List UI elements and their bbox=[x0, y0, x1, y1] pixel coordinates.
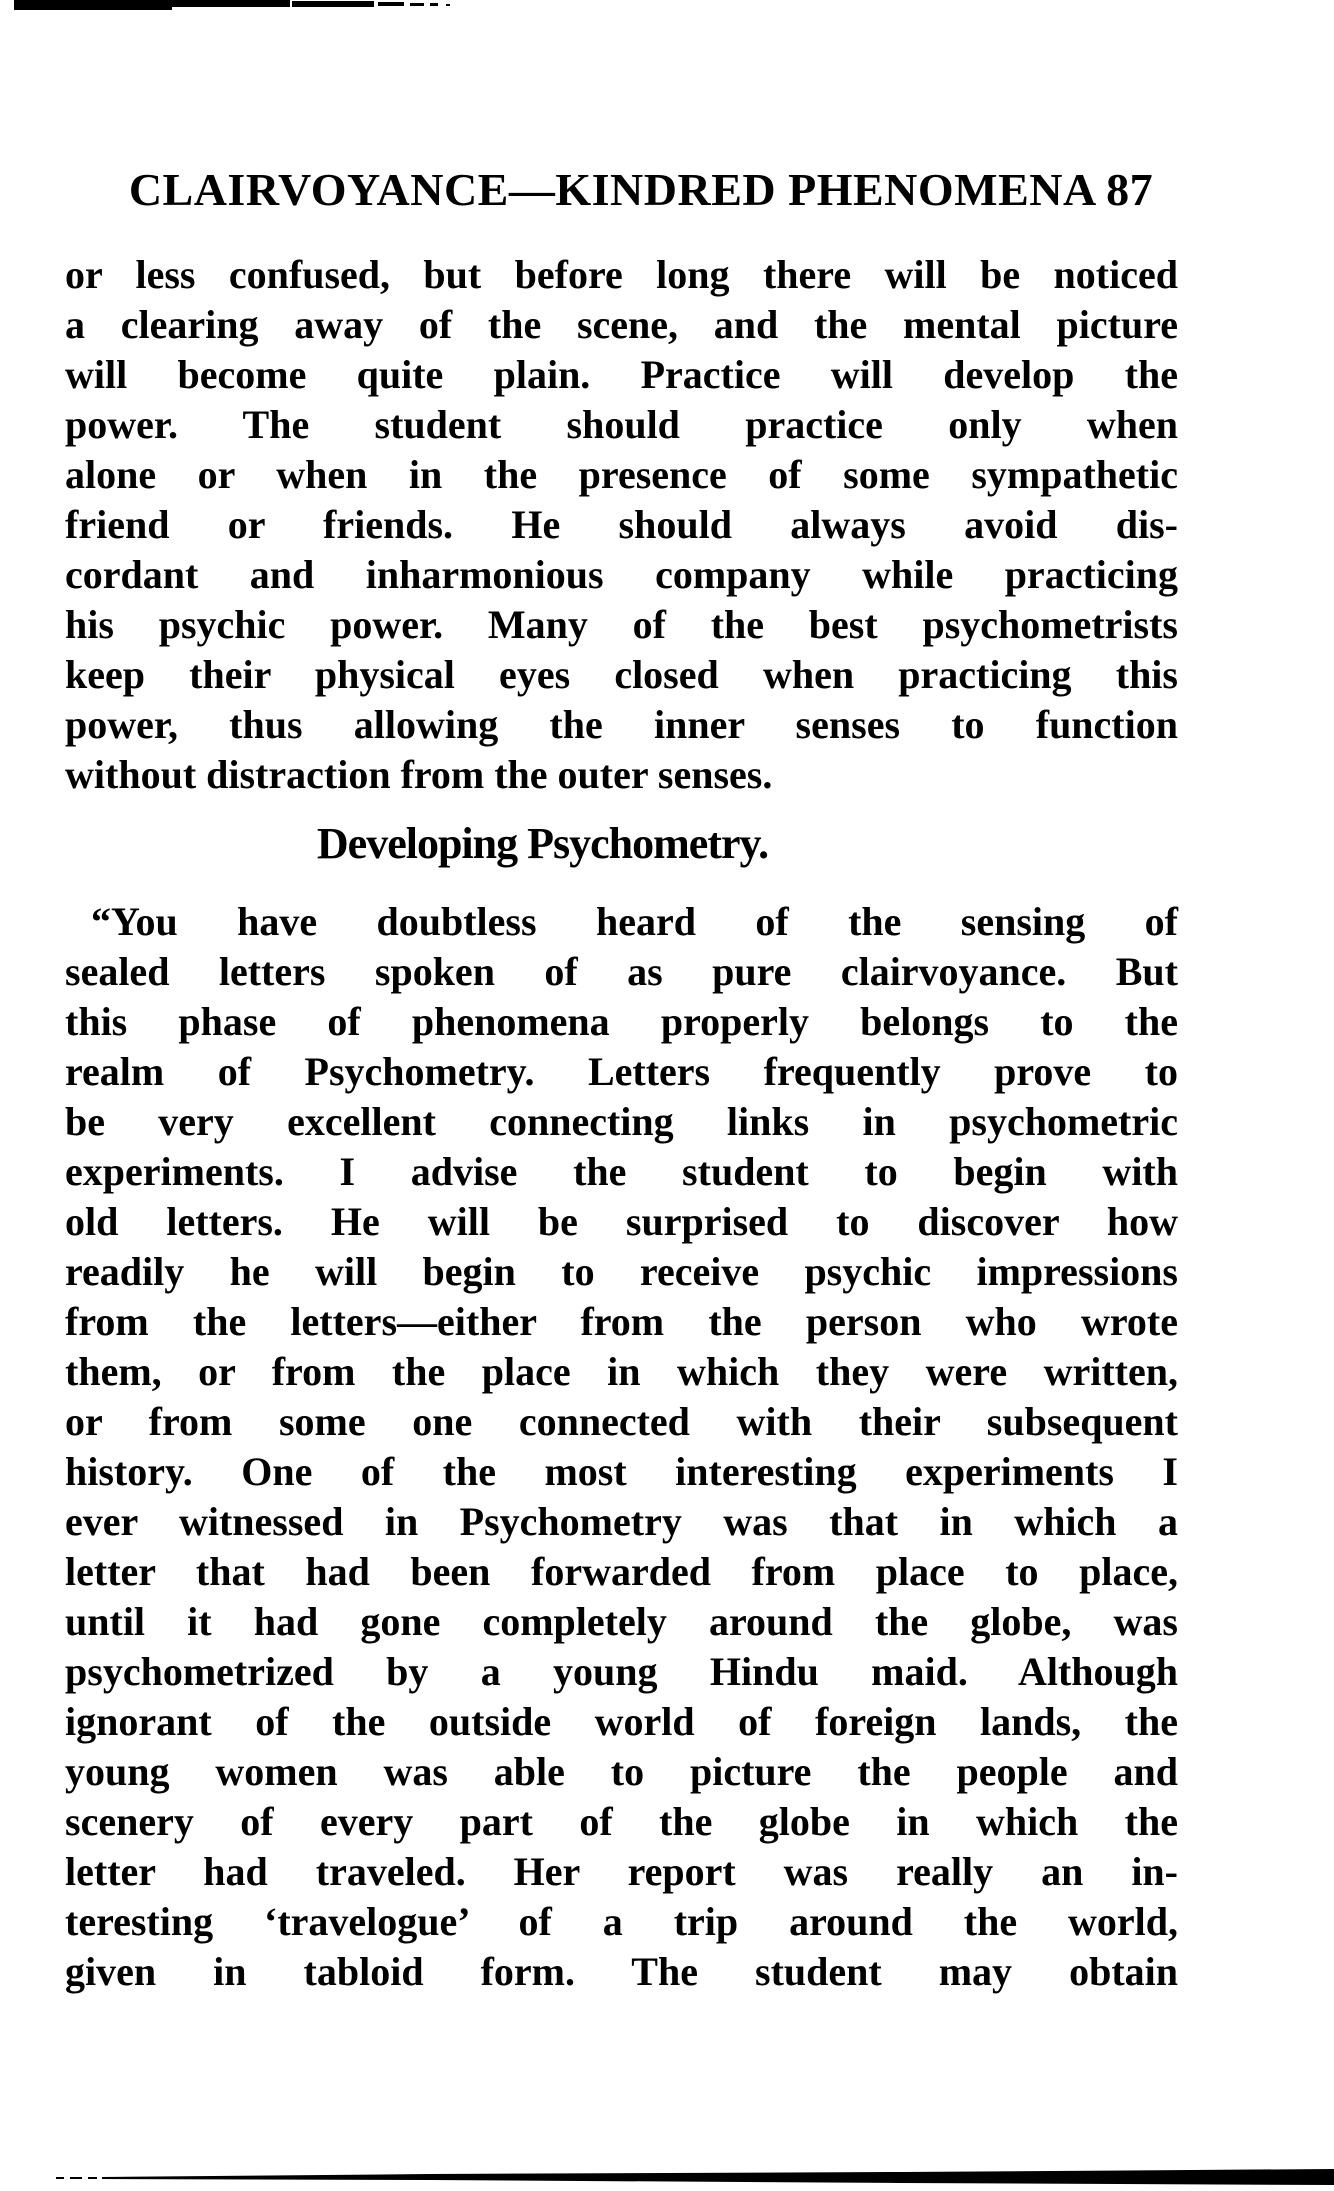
text-line: scenery of every part of the globe in which the bbox=[65, 1799, 1178, 1844]
text-line: experiments. I advise the student to begin with bbox=[65, 1149, 1178, 1194]
text-line: or from some one connected with their subsequent bbox=[65, 1399, 1178, 1444]
text-line: from the letters—either from the person who wrote bbox=[65, 1299, 1178, 1344]
text-line: psychometrized by a young Hindu maid. Although bbox=[65, 1649, 1178, 1694]
text-line: this phase of phenomena properly belongs to the bbox=[65, 999, 1178, 1044]
text-line: given in tabloid form. The student may obtain bbox=[65, 1949, 1178, 1994]
section-heading: Developing Psychometry. bbox=[316, 819, 769, 868]
text-line: old letters. He will be surprised to discover how bbox=[65, 1199, 1178, 1244]
paragraph-developing-psychometry bbox=[65, 897, 1178, 1997]
text-line: keep their physical eyes closed when practicing this bbox=[65, 652, 1178, 697]
text-line: power, thus allowing the inner senses to function bbox=[65, 702, 1178, 747]
text-line: his psychic power. Many of the best psychometrists bbox=[65, 602, 1178, 647]
scan-artifact-bottom-icon bbox=[0, 2166, 1334, 2191]
running-header: CLAIRVOYANCE—KINDRED PHENOMENA 87 bbox=[128, 164, 1154, 215]
text-line: a clearing away of the scene, and the mental picture bbox=[65, 302, 1178, 347]
text-line: them, or from the place in which they were written, bbox=[65, 1349, 1178, 1394]
text-line: without distraction from the outer senses. bbox=[65, 752, 773, 797]
text-line: young women was able to picture the people and bbox=[65, 1749, 1178, 1794]
text-line: teresting ‘travelogue’ of a trip around the world, bbox=[65, 1899, 1178, 1944]
text-line: realm of Psychometry. Letters frequently prove to bbox=[65, 1049, 1178, 1094]
text-line: ever witnessed in Psychometry was that in which a bbox=[65, 1499, 1178, 1544]
text-line: until it had gone completely around the globe, was bbox=[65, 1599, 1178, 1644]
text-line: history. One of the most interesting experiments I bbox=[65, 1449, 1178, 1494]
text-line: be very excellent connecting links in psychometric bbox=[65, 1099, 1178, 1144]
text-line: readily he will begin to receive psychic impressions bbox=[65, 1249, 1178, 1294]
text-line: or less confused, but before long there will be noticed bbox=[65, 252, 1178, 297]
text-line: alone or when in the presence of some sympathetic bbox=[65, 452, 1178, 497]
text-line: letter had traveled. Her report was really an in- bbox=[65, 1849, 1178, 1894]
text-line: ignorant of the outside world of foreign lands, the bbox=[65, 1699, 1178, 1744]
text-line: letter that had been forwarded from place to place, bbox=[65, 1549, 1178, 1594]
paragraph-continued bbox=[65, 250, 1178, 800]
text-line: power. The student should practice only when bbox=[65, 402, 1178, 447]
text-line: cordant and inharmonious company while practicing bbox=[65, 552, 1178, 597]
text-line: sealed letters spoken of as pure clairvoyance. But bbox=[65, 949, 1178, 994]
scan-artifact-top-icon bbox=[0, 0, 1334, 14]
text-line: friend or friends. He should always avoid dis- bbox=[65, 502, 1178, 547]
text-line: will become quite plain. Practice will develop the bbox=[65, 352, 1178, 397]
text-line: “You have doubtless heard of the sensing of bbox=[91, 899, 1178, 944]
